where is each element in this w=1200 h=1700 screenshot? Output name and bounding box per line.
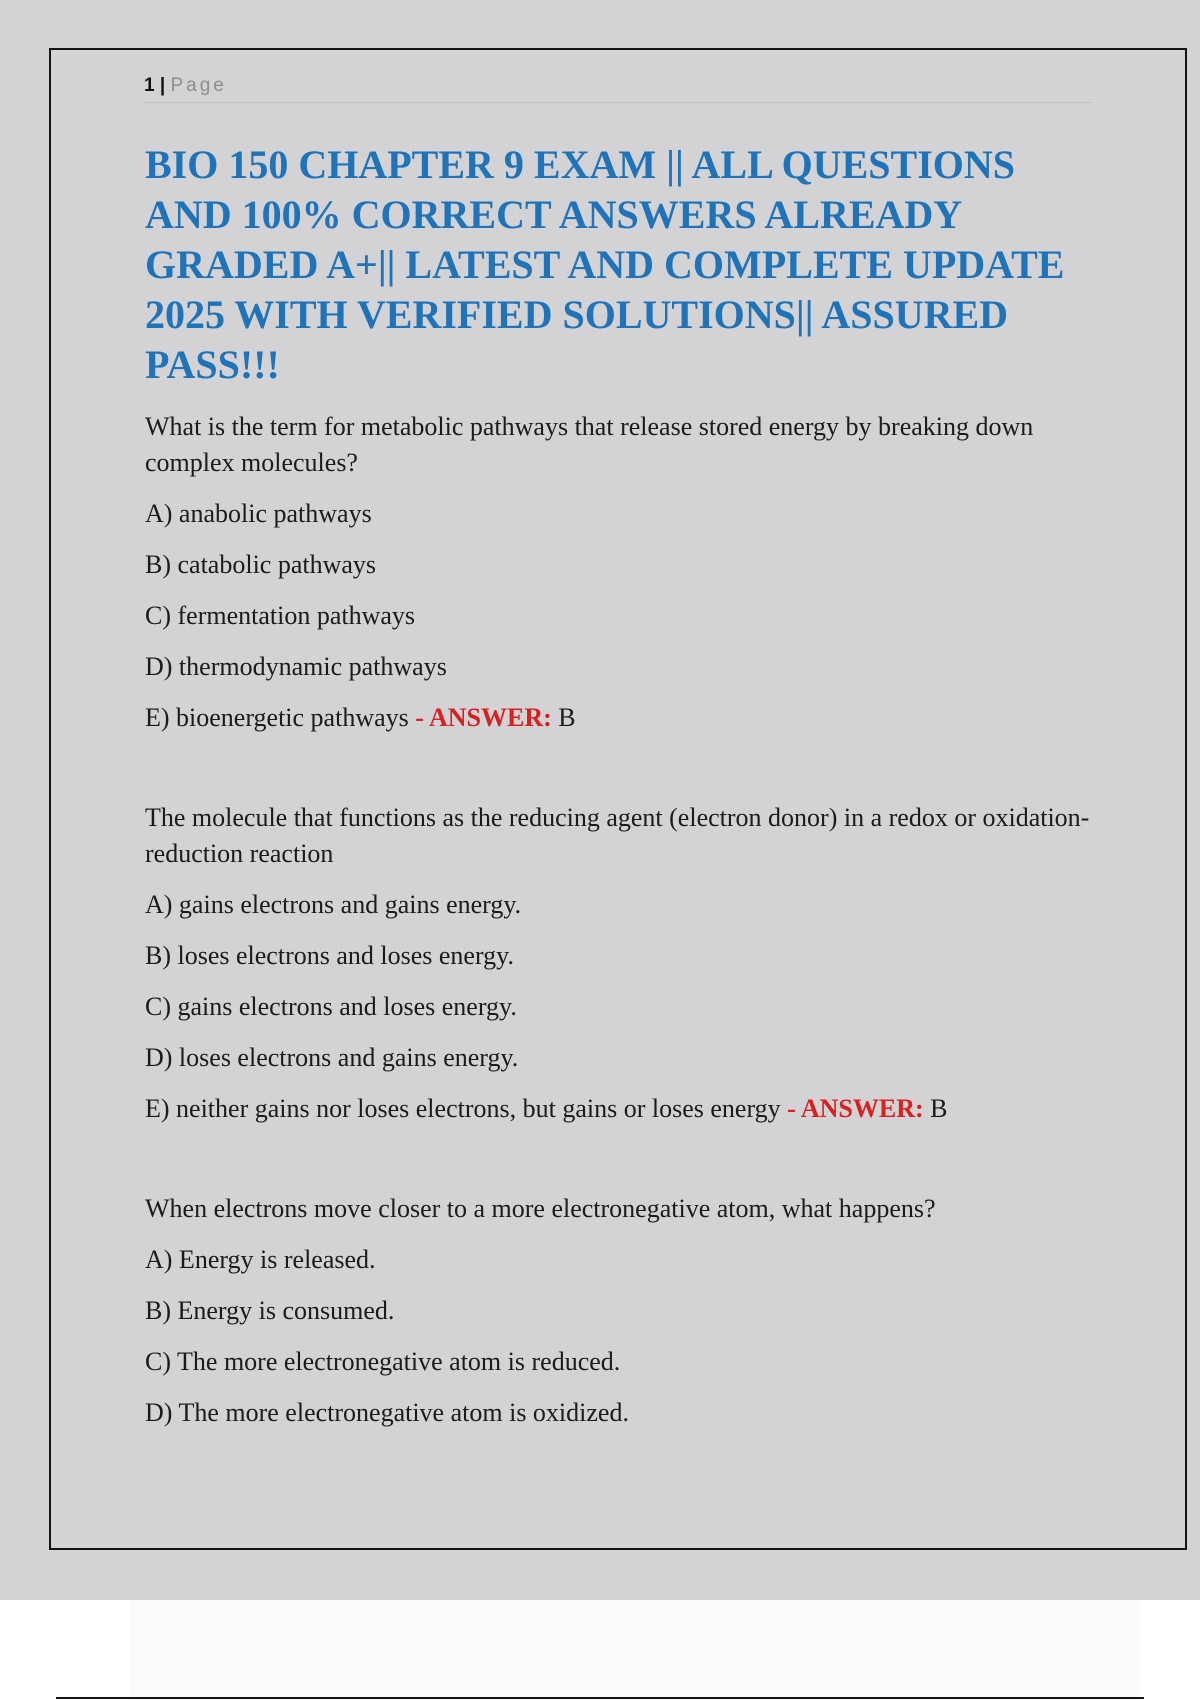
- answer-option-text: E) neither gains nor loses electrons, but gains or loses energy: [145, 1094, 781, 1123]
- answer-label: - ANSWER:: [415, 703, 552, 732]
- answer-option-text: E) bioenergetic pathways: [145, 703, 409, 732]
- answer-option-with-answer: [145, 1091, 1095, 1127]
- question-block-2: [145, 800, 1095, 1127]
- answer-option: A) gains electrons and gains energy.: [145, 890, 522, 919]
- answer-option: B) loses electrons and loses energy.: [145, 941, 514, 970]
- answer-option-with-answer: [145, 700, 1095, 736]
- answer-option: C) gains electrons and loses energy.: [145, 992, 517, 1021]
- question-text: The molecule that functions as the reducing agent (electron donor) in a redox or oxidation-reduction reaction: [145, 803, 1090, 868]
- question-text: When electrons move closer to a more electronegative atom, what happens?: [145, 1194, 936, 1223]
- page-header: [144, 74, 1092, 103]
- answer-option: C) fermentation pathways: [145, 601, 416, 630]
- answer-value: B: [558, 703, 576, 732]
- answer-option: D) thermodynamic pathways: [145, 652, 447, 681]
- page-number: 1: [144, 75, 155, 96]
- page-label: Page: [170, 75, 227, 96]
- question-block-1: [145, 409, 1095, 736]
- answer-option: A) anabolic pathways: [145, 499, 372, 528]
- answer-label: - ANSWER:: [787, 1094, 924, 1123]
- question-text: What is the term for metabolic pathways that release stored energy by breaking down complex molecules?: [145, 412, 1034, 477]
- answer-value: B: [930, 1094, 948, 1123]
- answer-option: D) loses electrons and gains energy.: [145, 1043, 519, 1072]
- next-page-area: [130, 1600, 1140, 1700]
- page-content: [145, 140, 1095, 1431]
- next-page-border: [56, 1697, 1144, 1699]
- answer-option: B) catabolic pathways: [145, 550, 377, 579]
- answer-option: D) The more electronegative atom is oxidized.: [145, 1398, 629, 1427]
- page-separator: |: [159, 75, 166, 96]
- answer-option: B) Energy is consumed.: [145, 1296, 395, 1325]
- answer-option: A) Energy is released.: [145, 1245, 376, 1274]
- question-block-3: [145, 1191, 1095, 1431]
- document-title: BIO 150 CHAPTER 9 EXAM || ALL QUESTIONS AND 100% CORRECT ANSWERS ALREADY GRADED A+|| LATEST AND COMPLETE UPDATE 2025 WITH VERIFIED SOLUTIONS|| ASSURED PASS!!!: [145, 142, 1065, 387]
- answer-option: C) The more electronegative atom is reduced.: [145, 1347, 621, 1376]
